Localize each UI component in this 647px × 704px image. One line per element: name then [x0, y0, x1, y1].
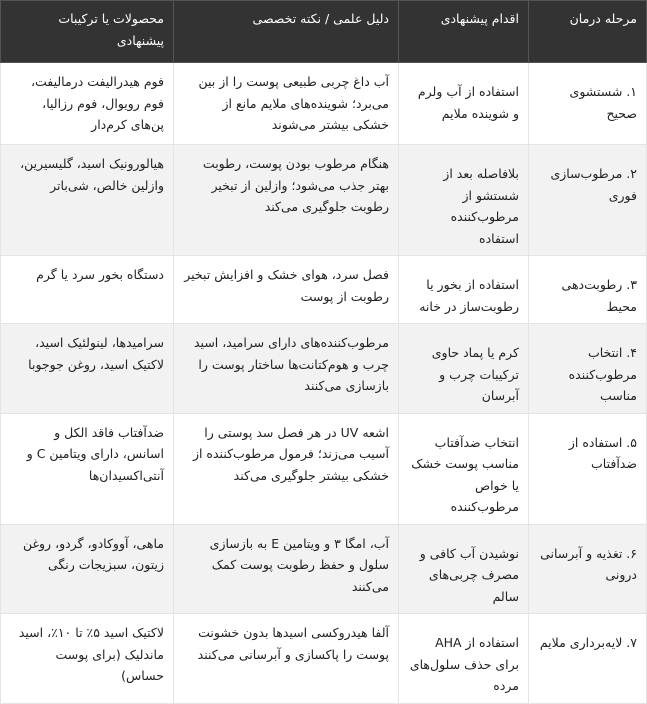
- stage-cell: ۷. لایه‌برداری ملایم: [529, 614, 647, 704]
- products-cell: فوم هیدرالیفت درمالیفت، فوم رویوال، فوم رزالیا، پن‌های کرم‌دار: [1, 63, 174, 145]
- action-cell: انتخاب ضدآفتاب مناسب پوست خشک یا خواص مرطوب‌کننده: [399, 413, 529, 524]
- reason-cell: آب داغ چربی طبیعی پوست را از بین می‌برد؛ شوینده‌های ملایم مانع از خشکی بیشتر می‌شوند: [174, 63, 399, 145]
- reason-cell: فصل سرد، هوای خشک و افزایش تبخیر رطوبت از پوست: [174, 256, 399, 324]
- action-cell: نوشیدن آب کافی و مصرف چربی‌های سالم: [399, 524, 529, 614]
- reason-cell: هنگام مرطوب بودن پوست، رطوبت بهتر جذب می‌شود؛ وازلین از تبخیر رطوبت جلوگیری می‌کند: [174, 145, 399, 256]
- stage-cell: ۳. رطوبت‌دهی محیط: [529, 256, 647, 324]
- products-cell: ماهی، آووکادو، گردو، روغن زیتون، سبزیجات رنگی: [1, 524, 174, 614]
- table-row: [1, 63, 647, 145]
- action-cell: استفاده از آب ولرم و شوینده ملایم: [399, 63, 529, 145]
- header-action: اقدام پیشنهادی: [399, 1, 529, 63]
- table-row: [1, 145, 647, 256]
- products-cell: ضدآفتاب فاقد الکل و اسانس، دارای ویتامین C و آنتی‌اکسیدان‌ها: [1, 413, 174, 524]
- reason-cell: آب، امگا ۳ و ویتامین E به بازسازی سلول و حفظ رطوبت پوست کمک می‌کنند: [174, 524, 399, 614]
- products-cell: دستگاه بخور سرد یا گرم: [1, 256, 174, 324]
- stage-cell: ۴. انتخاب مرطوب‌کننده مناسب: [529, 324, 647, 414]
- table-row: [1, 256, 647, 324]
- header-products: محصولات یا ترکیبات پیشنهادی: [1, 1, 174, 63]
- stage-cell: ۶. تغذیه و آبرسانی درونی: [529, 524, 647, 614]
- reason-cell: اشعه UV در هر فصل سد پوستی را آسیب می‌زند؛ فرمول مرطوب‌کننده از خشکی بیشتر جلوگیری می‌کند: [174, 413, 399, 524]
- products-cell: سرامیدها، لینولئیک اسید، لاکتیک اسید، روغن جوجوبا: [1, 324, 174, 414]
- stage-cell: ۲. مرطوب‌سازی فوری: [529, 145, 647, 256]
- header-stage: مرحله درمان: [529, 1, 647, 63]
- table-body: [1, 63, 647, 704]
- action-cell: کرم یا پماد حاوی ترکیبات چرب و آبرسان: [399, 324, 529, 414]
- action-cell: بلافاصله بعد از شستشو از مرطوب‌کننده استفاده: [399, 145, 529, 256]
- table-row: [1, 324, 647, 414]
- table-row: [1, 413, 647, 524]
- action-cell: استفاده از بخور یا رطوبت‌ساز در خانه: [399, 256, 529, 324]
- table-row: [1, 614, 647, 704]
- table-row: [1, 524, 647, 614]
- stage-cell: ۱. شستشوی صحیح: [529, 63, 647, 145]
- stage-cell: ۵. استفاده از ضدآفتاب: [529, 413, 647, 524]
- header-reason: دلیل علمی / نکته تخصصی: [174, 1, 399, 63]
- table-header: [1, 1, 647, 63]
- reason-cell: آلفا هیدروکسی اسیدها بدون خشونت پوست را پاکسازی و آبرسانی می‌کنند: [174, 614, 399, 704]
- reason-cell: مرطوب‌کننده‌های دارای سرامید، اسید چرب و هوم‌کتانت‌ها ساختار پوست را بازسازی می‌کنند: [174, 324, 399, 414]
- header-row: [1, 1, 647, 63]
- products-cell: هیالورونیک اسید، گلیسیرین، وازلین خالص، شی‌باتر: [1, 145, 174, 256]
- action-cell: استفاده از AHA برای حذف سلول‌های مرده: [399, 614, 529, 704]
- products-cell: لاکتیک اسید ۵٪ تا ۱۰٪، اسید ماندلیک (برای پوست حساس): [1, 614, 174, 704]
